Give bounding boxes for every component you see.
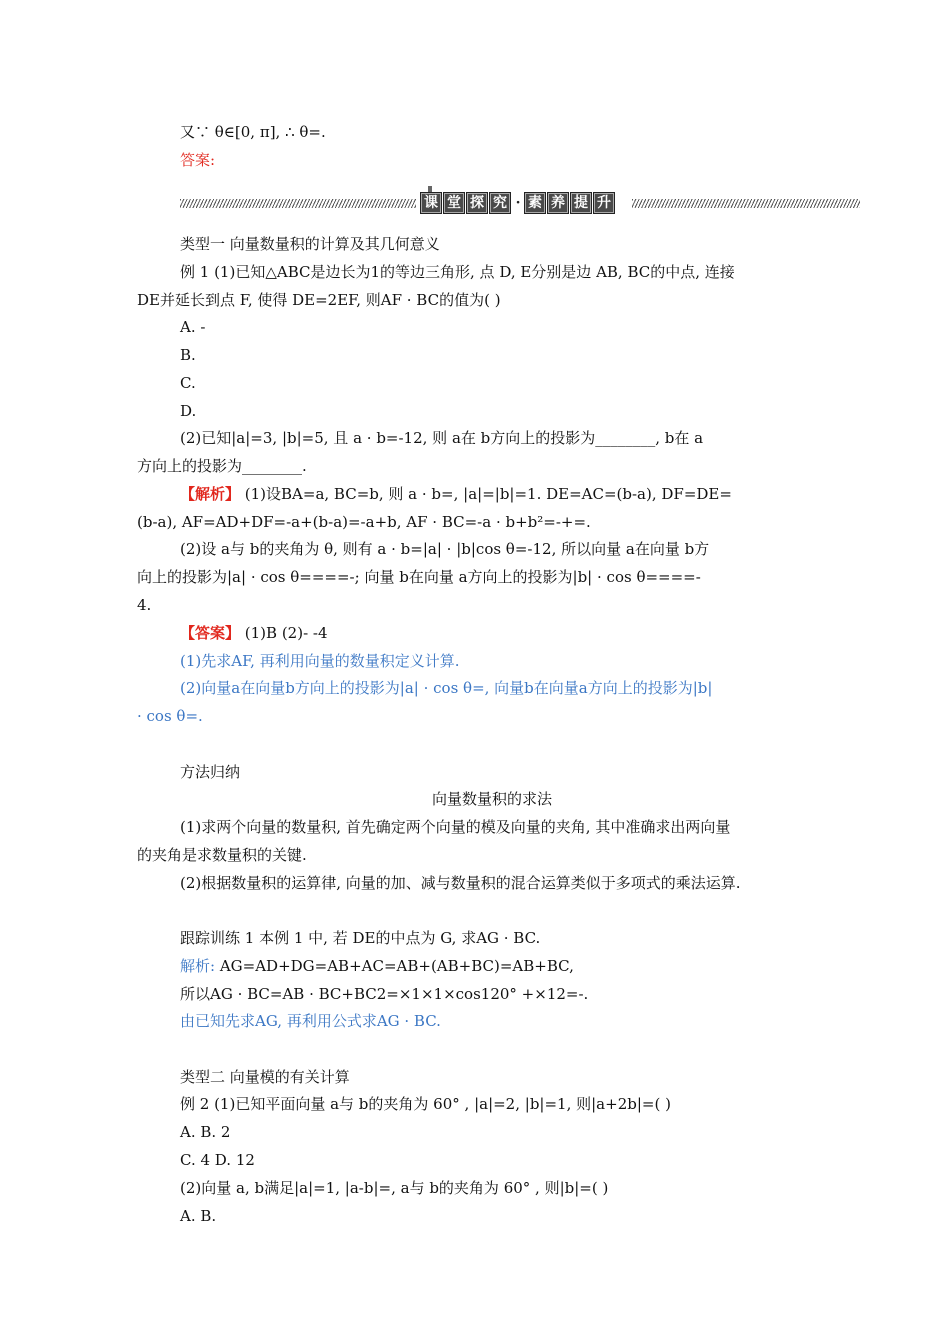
banner-hatch-right	[632, 199, 860, 208]
text-line: 所以AG · BC=AB · BC+BC2=×1×1×cos120° +×12=-.	[180, 985, 589, 1003]
banner-tab: 提	[570, 192, 592, 214]
text-line: (2)向量 a, b满足|a|=1, |a-b|=, a与 b的夹角为 60° , 则|b|=( )	[180, 1179, 609, 1197]
banner-tab: 素	[524, 192, 546, 214]
solution-tag: 解析:	[180, 957, 216, 975]
solution-line	[180, 956, 574, 976]
tip-line: 由已知先求AG, 再利用公式求AG · BC.	[180, 1012, 441, 1030]
banner-tab: 探	[466, 192, 488, 214]
option-line: A. B.	[180, 1207, 217, 1225]
banner-tab: 养	[547, 192, 569, 214]
option-line: A. B. 2	[180, 1123, 231, 1141]
section-banner	[180, 192, 860, 214]
banner-tab: 究	[489, 192, 511, 214]
text-line: (b-a), AF=AD+DF=-a+(b-a)=-a+b, AF · BC=-a · b+b²=-+=.	[137, 513, 591, 531]
text-line: (2)设 a与 b的夹角为 θ, 则有 a · b=|a| · |b|cos θ=-12, 所以向量 a在向量 b方	[180, 540, 710, 558]
solution-line	[180, 484, 732, 504]
text-line: 例 1 (1)已知△ABC是边长为1的等边三角形, 点 D, E分别是边 AB, BC的中点, 连接	[180, 263, 735, 281]
banner-hatch-left	[180, 199, 416, 208]
tip-line: (1)先求AF, 再利用向量的数量积定义计算.	[180, 652, 460, 670]
banner-tab: 课	[420, 192, 442, 214]
text-line: (2)根据数量积的运算律, 向量的加、减与数量积的混合运算类似于多项式的乘法运算.	[180, 874, 741, 892]
banner-tab: 升	[593, 192, 615, 214]
solution-tag: 【解析】	[180, 485, 241, 503]
option-line: D.	[180, 402, 197, 420]
text-line: 方向上的投影为________.	[137, 457, 307, 475]
tip-line: (2)向量a在向量b方向上的投影为|a| · cos θ=, 向量b在向量a方向上的投影为|b|	[180, 679, 713, 697]
option-line: C.	[180, 374, 196, 392]
banner-separator: ·	[515, 195, 521, 211]
solution-text: AG=AD+DG=AB+AC=AB+(AB+BC)=AB+BC,	[215, 957, 574, 975]
option-line: C. 4 D. 12	[180, 1151, 255, 1169]
text-line: 跟踪训练 1 本例 1 中, 若 DE的中点为 G, 求AG · BC.	[180, 929, 541, 947]
tip-line: · cos θ=.	[137, 707, 203, 725]
text-line: 的夹角是求数量积的关键.	[137, 846, 307, 864]
answer-text: (1)B (2)- -4	[240, 624, 328, 642]
option-line: A. -	[180, 318, 206, 336]
banner-title	[420, 192, 616, 214]
answer-label: 答案:	[180, 151, 216, 169]
method-title: 向量数量积的求法	[432, 790, 553, 808]
section-heading: 类型二 向量模的有关计算	[180, 1068, 350, 1086]
text-line: 向上的投影为|a| · cos θ====-; 向量 b在向量 a方向上的投影为|b| · cos θ====-	[137, 568, 701, 586]
banner-tab: 堂	[443, 192, 465, 214]
text-line: (1)求两个向量的数量积, 首先确定两个向量的模及向量的夹角, 其中准确求出两向量	[180, 818, 731, 836]
section-heading: 类型一 向量数量积的计算及其几何意义	[180, 235, 440, 253]
text-line: 又∵ θ∈[0, π], ∴ θ=.	[180, 123, 326, 141]
answer-tag: 【答案】	[180, 624, 241, 642]
option-line: B.	[180, 346, 196, 364]
solution-text: (1)设BA=a, BC=b, 则 a · b=, |a|=|b|=1. DE=AC=(b-a), DF=DE=	[240, 485, 732, 503]
text-line: 4.	[137, 596, 152, 614]
answer-line	[180, 623, 328, 643]
text-line: DE并延长到点 F, 使得 DE=2EF, 则AF · BC的值为( )	[137, 291, 501, 309]
text-line: 例 2 (1)已知平面向量 a与 b的夹角为 60° , |a|=2, |b|=1, 则|a+2b|=( )	[180, 1095, 671, 1113]
text-line: (2)已知|a|=3, |b|=5, 且 a · b=-12, 则 a在 b方向上的投影为________, b在 a	[180, 429, 704, 447]
method-heading: 方法归纳	[180, 763, 241, 781]
